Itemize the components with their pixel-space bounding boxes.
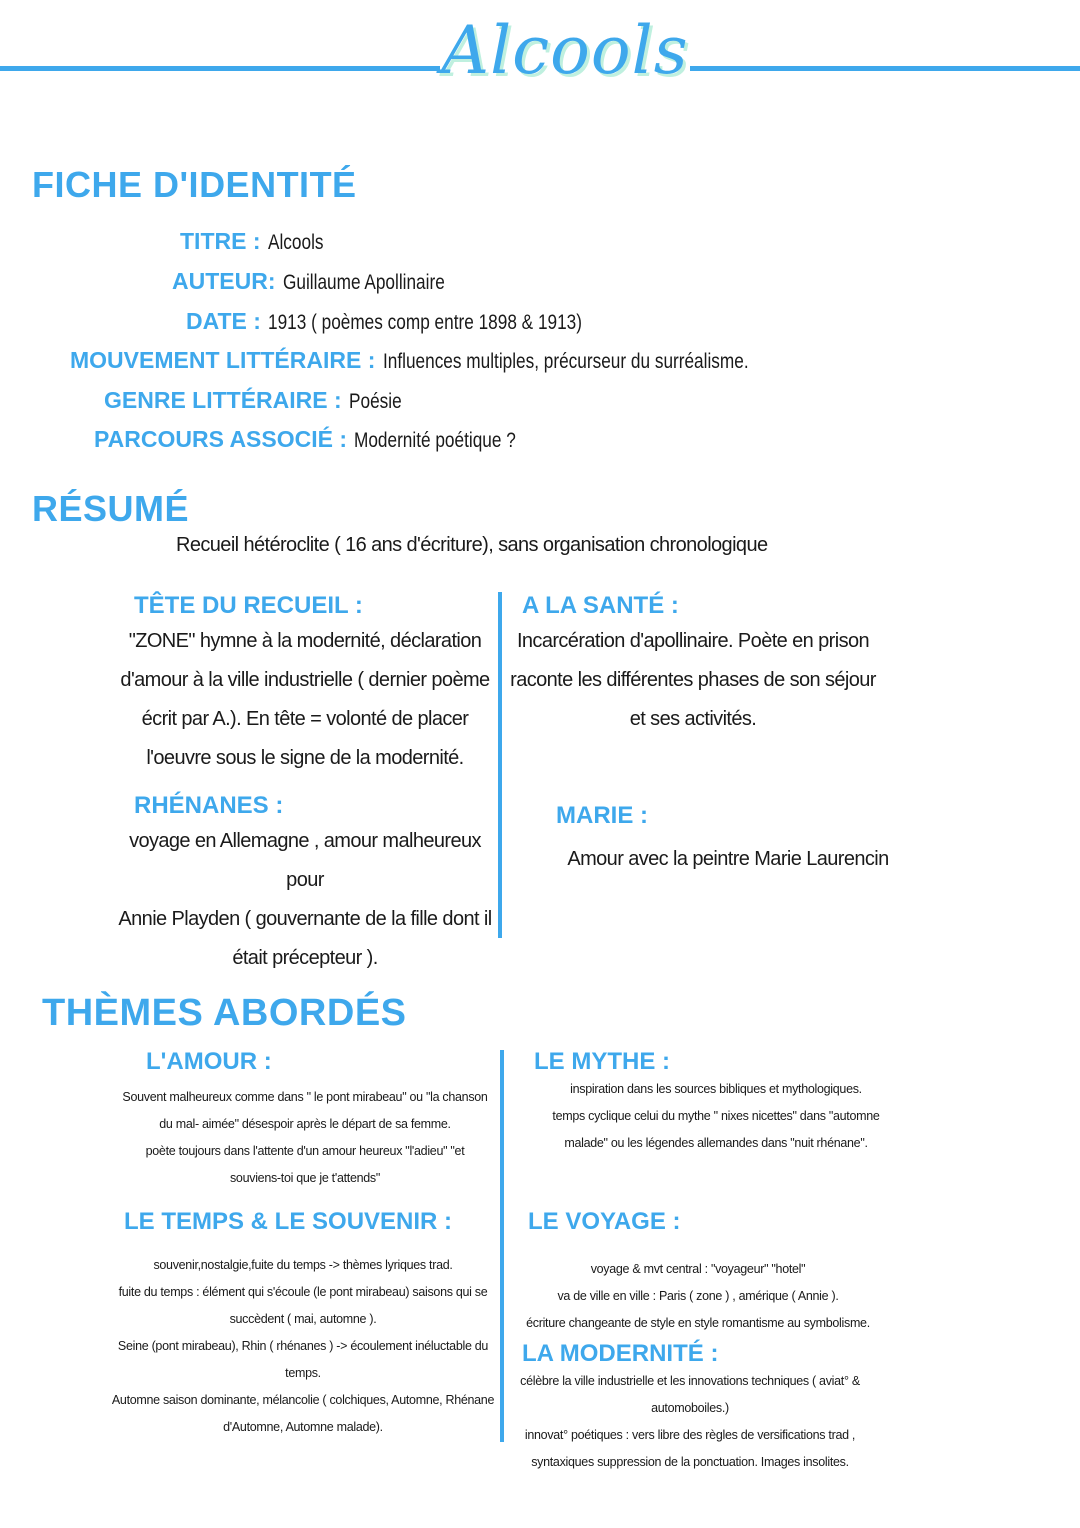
text-line: écriture changeante de style en style romantisme au symbolisme. [526,1316,870,1330]
header-rule-left [0,66,440,71]
section-text-tete [110,622,500,778]
text-line: était précepteur ). [232,947,378,969]
identity-row-movement [70,347,829,374]
text-line: automoboiles.) [651,1401,729,1415]
text-line: Amour avec la peintre Marie Laurencin [567,848,889,870]
text-line: d'Automne, Automne malade). [223,1420,383,1434]
text-line: va de ville en ville : Paris ( zone ) , amérique ( Annie ). [557,1289,839,1303]
text-line: souviens-toi que je t'attends" [229,1171,380,1185]
theme-title-modernite: LA MODERNITÉ : [522,1340,719,1367]
text-line: Souvent malheureux comme dans " le pont mirabeau" ou "la chanson [122,1090,488,1104]
identity-label: PARCOURS ASSOCIÉ : [94,426,348,452]
summary-intro: Recueil hétéroclite ( 16 ans d'écriture), sans organisation chronologique [176,534,768,556]
identity-row-genre [104,387,413,414]
text-line: Incarcération d'apollinaire. Poète en prison [516,630,870,652]
identity-label: TITRE : [180,228,261,254]
section-title-sante: A LA SANTÉ : [522,592,679,619]
identity-value: 1913 ( poèmes comp entre 1898 & 1913) [268,311,583,334]
text-line: célèbre la ville industrielle et les innovations techniques ( aviat° & [520,1374,860,1388]
theme-text-voyage [516,1256,880,1337]
text-line: voyage & mvt central : "voyageur" "hotel" [590,1262,806,1276]
identity-row-parcours [94,426,552,453]
text-line: Automne saison dominante, mélancolie ( colchiques, Automne, Rhénane [111,1393,495,1407]
text-line: innovat° poétiques : vers libre des règles de versifications trad , [524,1428,856,1442]
section-text-rhenanes [110,822,500,978]
identity-label: GENRE LITTÉRAIRE : [104,387,342,413]
theme-text-modernite [508,1368,872,1476]
theme-text-temps [104,1252,502,1441]
identity-heading: FICHE D'IDENTITÉ [32,164,357,205]
text-line: souvenir,nostalgie,fuite du temps -> thèmes lyriques trad. [153,1258,453,1272]
identity-value: Influences multiples, précurseur du surréalisme. [382,350,749,373]
text-line: raconte les différentes phases de son séjour [510,669,876,691]
text-line: poète toujours dans l'attente d'un amour heureux "l'adieu" "et [145,1144,465,1158]
identity-label: DATE : [186,308,261,334]
text-line: et ses activités. [629,708,757,730]
identity-value: Guillaume Apollinaire [282,271,445,294]
text-line: d'amour à la ville industrielle ( dernier poème [120,669,490,691]
identity-row-date [186,308,651,335]
section-title-rhenanes: RHÉNANES : [134,792,284,819]
section-text-marie [560,840,896,879]
identity-value: Poésie [348,390,402,413]
text-line: voyage en Allemagne , amour malheureux pour [129,830,481,891]
text-line: malade" ou les légendes allemandes dans "nuit rhénane". [564,1136,868,1150]
text-line: temps. [285,1366,321,1380]
theme-title-amour: L'AMOUR : [146,1048,272,1075]
header-rule-right [690,66,1080,71]
text-line: écrit par A.). En tête = volonté de placer [141,708,469,730]
identity-value: Modernité poétique ? [354,429,517,452]
section-text-sante [510,622,876,739]
theme-title-voyage: LE VOYAGE : [528,1208,681,1235]
identity-value: Alcools [267,231,324,254]
text-line: temps cyclique celui du mythe " nixes nicettes" dans "automne [552,1109,880,1123]
theme-text-mythe [514,1076,918,1157]
section-title-tete: TÊTE DU RECUEIL : [134,592,363,619]
section-title-marie: MARIE : [556,802,648,829]
text-line: syntaxiques suppression de la ponctuation. Images insolites. [531,1455,849,1469]
summary-heading: RÉSUMÉ [32,488,190,529]
identity-label: MOUVEMENT LITTÉRAIRE : [70,347,376,373]
text-line: "ZONE" hymne à la modernité, déclaration [128,630,482,652]
themes-heading: THÈMES ABORDÉS [42,992,407,1034]
text-line: du mal- aimée" désespoir après le départ de sa femme. [159,1117,451,1131]
text-line: inspiration dans les sources bibliques et mythologiques. [570,1082,862,1096]
identity-label: AUTEUR: [172,268,276,294]
text-line: Annie Playden ( gouvernante de la fille dont il [118,908,492,930]
text-line: succèdent ( mai, automne ). [229,1312,377,1326]
text-line: l'oeuvre sous le signe de la modernité. [146,747,464,769]
identity-row-author [172,268,480,295]
identity-row-title [180,228,336,255]
theme-title-mythe: LE MYTHE : [534,1048,670,1075]
page-title: Alcools [441,12,689,89]
theme-title-temps: LE TEMPS & LE SOUVENIR : [124,1208,453,1235]
text-line: Seine (pont mirabeau), Rhin ( rhénanes ) -> écoulement inéluctable du [117,1339,489,1353]
theme-text-amour [112,1084,498,1192]
text-line: fuite du temps : élément qui s'écoule (le pont mirabeau) saisons qui se [118,1285,488,1299]
